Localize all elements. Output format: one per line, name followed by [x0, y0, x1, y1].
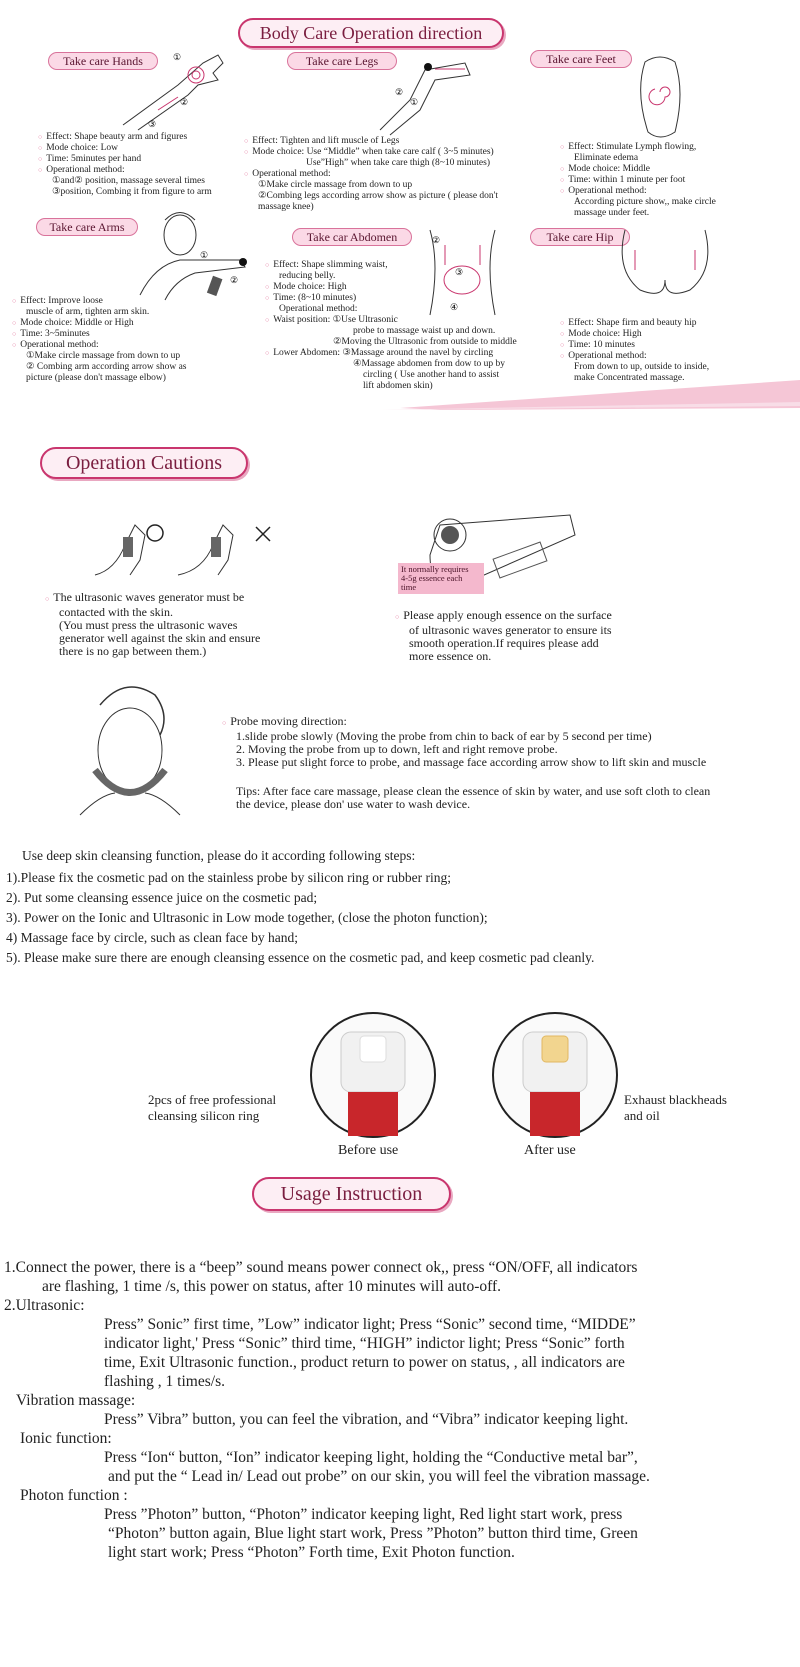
feet-label: Take care Feet — [530, 50, 632, 68]
legs-label: Take care Legs — [287, 52, 397, 70]
abdomen-text: ○ Effect: Shape slimming waist, reducing belly. ○ Mode choice: High ○ Time: (8~10 minutes) Operational method: ○ Waist position: ①Use Ultrasonic probe to massage waist up and down. ②Moving the Ultrasonic from outside to middle ○ Lower Abdomen: ③Massage around the navel by circling ④Massage abdomen from dow to up by circling ( Use another hand to assist lift abdomen skin) — [265, 260, 517, 392]
abdomen-label: Take car Abdomen — [292, 228, 412, 246]
before-use-image — [308, 1010, 438, 1140]
svg-text:②: ② — [230, 275, 239, 285]
svg-text:③: ③ — [455, 267, 464, 277]
cleansing-step-1: 1).Please fix the cosmetic pad on the stainless probe by silicon ring or rubber ring; — [6, 870, 452, 885]
decorative-band — [0, 380, 800, 440]
cleansing-step-5: 5). Please make sure there are enough cleansing essence on the cosmetic pad, and keep cosmetic pad cleanly. — [6, 950, 595, 965]
essence-text: ○ Please apply enough essence on the surface of ultrasonic waves generator to ensure its smooth operation.If requires please add more essence on. — [395, 609, 612, 663]
face-illustration — [70, 675, 190, 820]
foot-illustration — [630, 52, 690, 142]
legs-text: ○ Effect: Tighten and lift muscle of Legs ○ Mode choice: Use “Middle” when take care calf ( 3~5 minutes) Use”High” when take care thigh (8~10 minutes) ○ Operational method: ①Make circle massage from down to up ②Combing legs according arrow show as picture ( please don't massage knee) — [244, 136, 498, 213]
svg-text:①: ① — [173, 52, 182, 62]
svg-text:③: ③ — [148, 119, 157, 129]
probe-correct-icon — [95, 515, 175, 580]
hip-label: Take care Hip — [530, 228, 630, 246]
generator-text: ○ The ultrasonic waves generator must be contacted with the skin. (You must press the ultrasonic waves generator well against the skin and ensure there is no gap between them.) — [45, 591, 260, 658]
legs-illustration — [370, 55, 480, 135]
probe-incorrect-icon — [178, 515, 278, 580]
cleansing-step-2: 2). Put some cleansing essence juice on the cosmetic pad; — [6, 890, 318, 905]
tips-text: Tips: After face care massage, please clean the essence of skin by water, and use soft cloth to clean the device, please don' use water to wash device. — [236, 784, 711, 811]
feet-text: ○ Effect: Stimulate Lymph flowing, Eliminate edema ○ Mode choice: Middle ○ Time: within 1 minute per foot ○ Operational method: According picture show,, make circle massage under feet. — [560, 142, 716, 219]
body-care-title: Body Care Operation direction — [238, 18, 504, 48]
cleansing-step-4: 4) Massage face by circle, such as clean face by hand; — [6, 930, 298, 945]
essence-tag: It normally requires 4-5g essence each time — [398, 563, 484, 594]
before-use-label: Before use — [338, 1143, 399, 1158]
hands-label: Take care Hands — [48, 52, 158, 70]
svg-text:①: ① — [200, 250, 209, 260]
after-use-image — [490, 1010, 620, 1140]
svg-text:①: ① — [410, 97, 419, 107]
usage-title: Usage Instruction — [252, 1177, 451, 1211]
svg-text:②: ② — [432, 235, 441, 245]
right-caption: Exhaust blackheads and oil — [624, 1092, 727, 1123]
arms-text: ○ Effect: Improve loose muscle of arm, tighten arm skin. ○ Mode choice: Middle or High ○ Time: 3~5minutes ○ Operational method: ①Make circle massage from down to up ② Combing arm according arrow show as picture (please don't massage elbow) — [12, 296, 186, 384]
after-use-label: After use — [524, 1143, 576, 1158]
svg-text:④: ④ — [450, 302, 459, 312]
svg-text:②: ② — [180, 97, 189, 107]
cautions-title: Operation Cautions — [40, 447, 248, 479]
svg-text:②: ② — [395, 87, 404, 97]
hip-illustration — [615, 230, 715, 300]
hand-illustration — [118, 45, 228, 130]
hands-text: ○ Effect: Shape beauty arm and figures ○ Mode choice: Low ○ Time: 5minutes per hand ○ Operational method: ①and② position, massage several times ③position, Combing it from figure to arm — [38, 132, 212, 198]
arms-illustration — [135, 205, 255, 300]
cleansing-step-3: 3). Power on the Ionic and Ultrasonic in Low mode together, (close the photon function); — [6, 910, 488, 925]
usage-text: 1.Connect the power, there is a “beep” sound means power connect ok,, press “ON/OFF, all indicators are flashing, 1 time /s, this power on status, after 10 minutes will auto-off. 2.Ultrasonic: Press” Sonic” first time, ”Low” indicator light; Press “Sonic” second time, “MIDDE” indicator light,' Press “Sonic” third time, “HIGH” indictor light; Press “Sonic” forth time, Exit Ultrasonic function., product return to power on status, , all indicators are flashing , 1 times/s. Vibration massage: Press” Vibra” button, you can feel the vibration, and “Vibra” indicator keeping light. Ionic function: Press “Ion“ button, “Ion” indicator keeping light, holding the “Conductive metal bar”, and put the “ Lead in/ Lead out probe” on our skin, you will feel the vibration massage. Photon function : Press ”Photon” button, “Photon” indicator keeping light, Red light start work, press “Photon” button again, Blue light start work, Press ”Photon” button third time, Green light start work; Press “Photon” Forth time, Exit Photon function. — [4, 1259, 650, 1561]
cleansing-intro: Use deep skin cleansing function, please do it according following steps: — [22, 848, 416, 863]
probe-text: ○ Probe moving direction: 1.slide probe slowly (Moving the probe from chin to back of ear by 5 second per time) 2. Moving the probe from up to down, left and right remove probe. 3. Please put slight force to probe, and massage face according arrow show to lift skin and muscle — [222, 715, 706, 769]
hip-text: ○ Effect: Shape firm and beauty hip ○ Mode choice: High ○ Time: 10 minutes ○ Operational method: From down to up, outside to inside, make Concentrated massage. — [560, 318, 709, 384]
arms-label: Take care Arms — [36, 218, 138, 236]
left-caption: 2pcs of free professional cleansing silicon ring — [148, 1092, 277, 1123]
